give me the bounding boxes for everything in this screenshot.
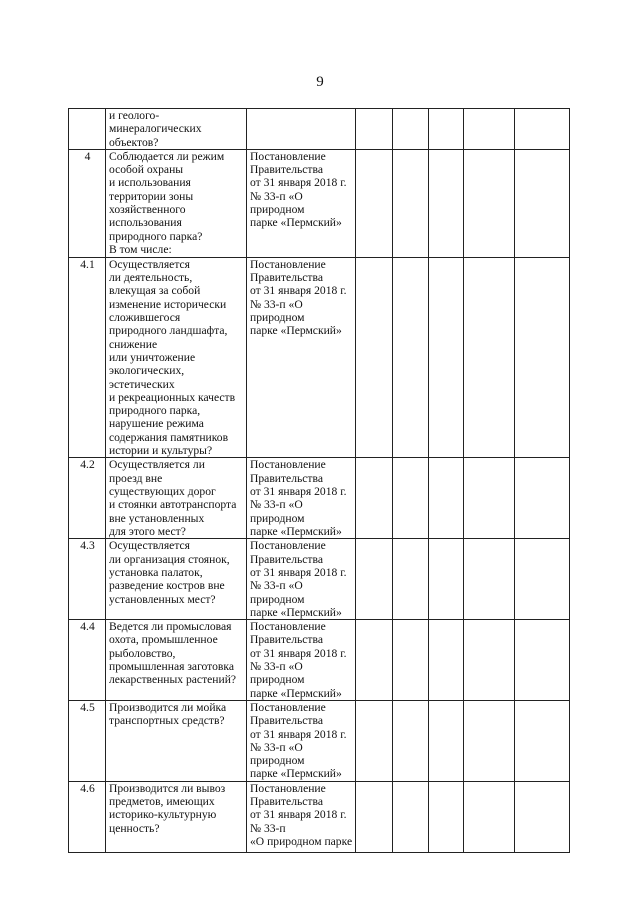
document-cell: Постановление Правительства от 31 января 2018 г. № 33-п «О природном парке «Пермский» [247,539,356,620]
empty-cell [515,700,570,781]
empty-cell [429,539,464,620]
question-cell: Осуществляется ли проезд вне существующих дорог и стоянки автотранспорта вне установленных для этого мест? [106,458,247,539]
empty-cell [515,257,570,457]
table-row [69,257,570,457]
empty-cell [393,700,429,781]
empty-cell [429,700,464,781]
empty-cell [393,109,429,150]
table-row [69,458,570,539]
row-number: 4.5 [69,700,106,781]
document-cell [247,109,356,150]
table-row [69,539,570,620]
row-number: 4.6 [69,781,106,852]
table-row [69,149,570,257]
question-cell: Производится ли мойка транспортных средств? [106,700,247,781]
document-cell: Постановление Правительства от 31 января 2018 г. № 33-п «О природном парке [247,781,356,852]
empty-cell [356,109,393,150]
empty-cell [429,620,464,701]
empty-cell [515,109,570,150]
empty-cell [356,781,393,852]
empty-cell [393,620,429,701]
document-cell: Постановление Правительства от 31 января 2018 г. № 33-п «О природном парке «Пермский» [247,458,356,539]
empty-cell [464,620,515,701]
row-number: 4.4 [69,620,106,701]
empty-cell [515,781,570,852]
table-row [69,700,570,781]
table-row [69,109,570,150]
question-cell: Соблюдается ли режим особой охраны и использования территории зоны хозяйственного использования природного парка? В том числе: [106,149,247,257]
question-cell: Осуществляется ли деятельность, влекущая за собой изменение исторически сложившегося природного ландшафта, снижение или уничтожение экологических, эстетических и рекреационных качеств природного парка, нарушение режима содержания памятников истории и культуры? [106,257,247,457]
empty-cell [356,458,393,539]
page-number: 9 [316,74,324,90]
empty-cell [429,109,464,150]
table-row [69,781,570,852]
empty-cell [429,149,464,257]
question-cell: Ведется ли промысловая охота, промышленное рыболовство, промышленная заготовка лекарственных растений? [106,620,247,701]
empty-cell [356,149,393,257]
question-cell: и геолого- минералогических объектов? [106,109,247,150]
empty-cell [393,781,429,852]
empty-cell [464,458,515,539]
document-cell: Постановление Правительства от 31 января 2018 г. № 33-п «О природном парке «Пермский» [247,257,356,457]
document-cell: Постановление Правительства от 31 января 2018 г. № 33-п «О природном парке «Пермский» [247,620,356,701]
empty-cell [393,149,429,257]
row-number: 4.1 [69,257,106,457]
empty-cell [464,781,515,852]
empty-cell [515,539,570,620]
empty-cell [393,539,429,620]
empty-cell [356,257,393,457]
empty-cell [464,539,515,620]
empty-cell [356,700,393,781]
row-number: 4 [69,149,106,257]
empty-cell [464,109,515,150]
empty-cell [429,458,464,539]
empty-cell [515,458,570,539]
question-cell: Осуществляется ли организация стоянок, установка палаток, разведение костров вне установленных мест? [106,539,247,620]
checklist-table [68,108,570,853]
empty-cell [356,539,393,620]
document-cell: Постановление Правительства от 31 января 2018 г. № 33-п «О природном парке «Пермский» [247,149,356,257]
empty-cell [393,458,429,539]
empty-cell [429,257,464,457]
empty-cell [515,149,570,257]
empty-cell [515,620,570,701]
empty-cell [464,149,515,257]
row-number: 4.3 [69,539,106,620]
empty-cell [464,257,515,457]
table-row [69,620,570,701]
empty-cell [464,700,515,781]
row-number [69,109,106,150]
document-cell: Постановление Правительства от 31 января 2018 г. № 33-п «О природном парке «Пермский» [247,700,356,781]
row-number: 4.2 [69,458,106,539]
question-cell: Производится ли вывоз предметов, имеющих историко-культурную ценность? [106,781,247,852]
empty-cell [393,257,429,457]
empty-cell [429,781,464,852]
empty-cell [356,620,393,701]
